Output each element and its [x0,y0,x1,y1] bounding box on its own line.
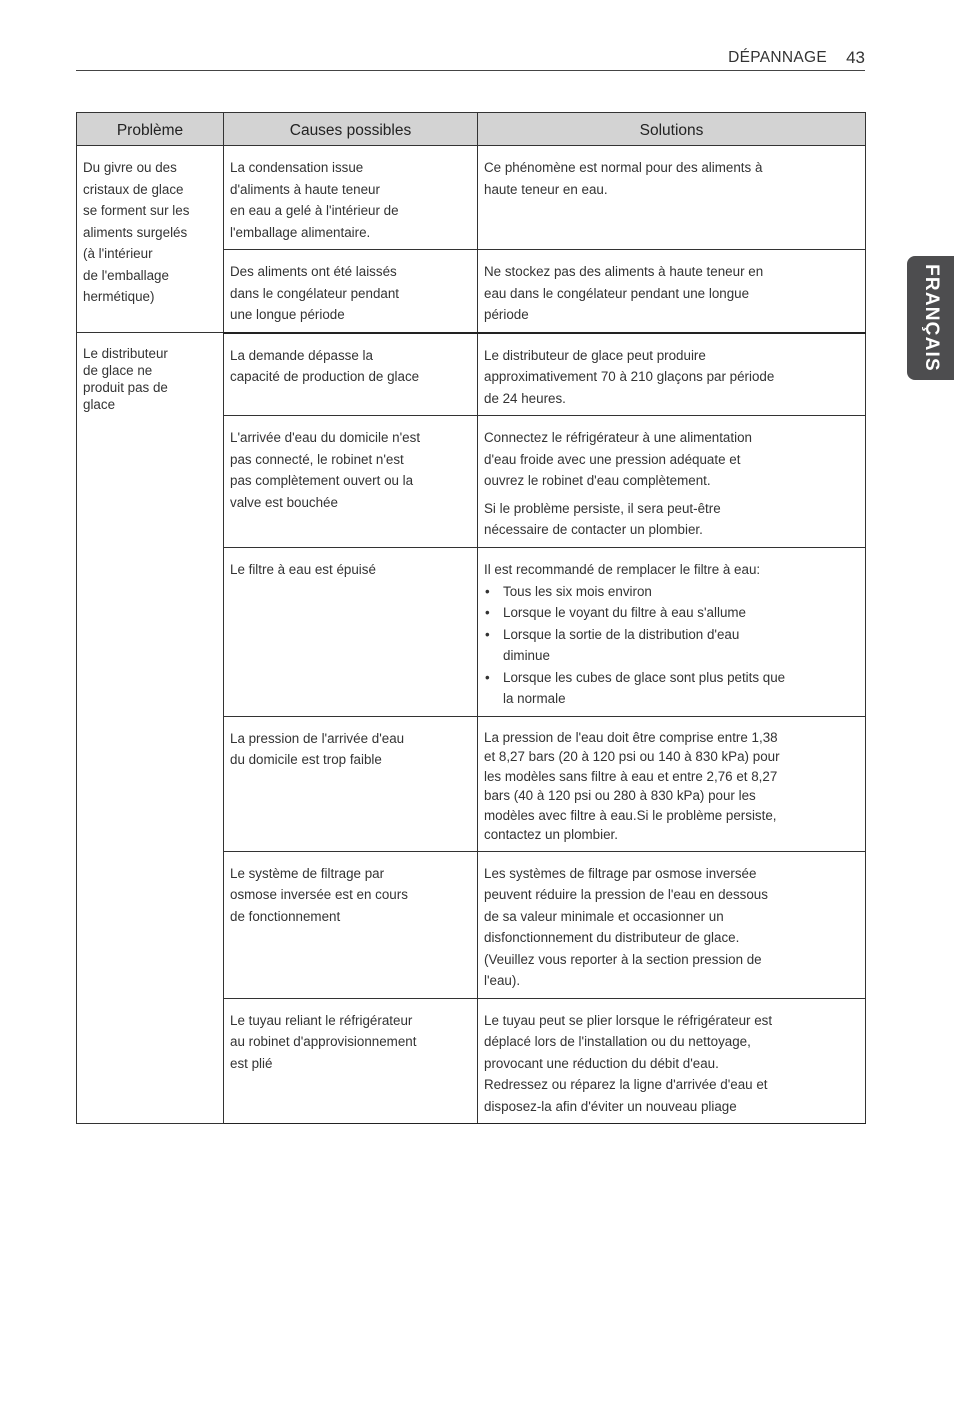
solution-cell [478,716,866,851]
problem-line: cristaux de glace [83,181,184,197]
page-number: 43 [846,48,865,67]
solution-line: les modèles sans filtre à eau et entre 2,76 et 8,27 [484,768,778,784]
cause-line: La pression de l'arrivée d'eau [230,730,405,746]
solution-line: de 24 heures. [484,390,566,406]
cause-line: est plié [230,1055,273,1071]
column-header-problem: Problème [77,113,224,146]
solution-line: Si le problème persiste, il sera peut-être [484,500,721,516]
table-header-row [77,113,866,146]
cause-cell [224,250,478,333]
problem-line: de glace ne [83,363,153,378]
cause-line: en eau a gelé à l'intérieur de [230,203,399,218]
bullet-item [484,624,859,667]
problem-line: de l'emballage [83,267,169,283]
cause-line: La demande dépasse la [230,347,373,363]
solution-line: l'eau). [484,973,521,988]
solution-bullet-list [484,581,859,710]
solution-cell [478,998,866,1124]
cause-line: d'aliments à haute teneur [230,181,380,197]
cause-line: valve est bouchée [230,494,338,510]
cause-line: Le filtre à eau est épuisé [230,562,376,577]
language-tab [907,256,954,380]
solution-extra-paragraph [484,498,859,541]
table-row [77,146,866,250]
solution-cell [478,250,866,333]
solution-line: Le tuyau peut se plier lorsque le réfrigérateur est [484,1012,773,1028]
solution-line: ouvrez le robinet d'eau complètement. [484,473,711,488]
solution-line: approximativement 70 à 210 glaçons par période [484,369,775,384]
solution-line: eau dans le congélateur pendant une longue [484,285,750,301]
cause-line: La condensation issue [230,160,364,175]
cause-line: pas connecté, le robinet n'est [230,451,404,467]
bullet-item [484,667,859,710]
cause-line: dans le congélateur pendant [230,285,400,301]
problem-cell [77,333,224,1124]
problem-line: Le distributeur [83,346,168,361]
table-row [77,333,866,416]
solution-line: nécessaire de contacter un plombier. [484,522,703,537]
cause-line: L'arrivée d'eau du domicile n'est [230,430,421,445]
cause-cell [224,716,478,851]
solution-line: disfonctionnement du distributeur de glace. [484,930,740,945]
problem-line: Du givre ou des [83,160,177,175]
problem-line: glace [83,397,116,412]
bullet-line: diminue [503,648,550,663]
solution-line: bars (40 à 120 psi ou 280 à 830 kPa) pour les [484,788,756,803]
solution-line: Le distributeur de glace peut produire [484,347,706,363]
solution-line: de sa valeur minimale et occasionner un [484,908,724,924]
cause-cell [224,416,478,548]
solution-line: disposez-la afin d'éviter un nouveau pliage [484,1098,737,1114]
solution-line: modèles avec filtre à eau.Si le problème persiste, [484,807,777,823]
column-header-causes: Causes possibles [224,113,478,146]
solution-intro: Il est recommandé de remplacer le filtre à eau: [484,562,761,577]
solution-line: Connectez le réfrigérateur à une alimentation [484,430,752,445]
problem-line: se forment sur les [83,203,190,218]
bullet-line: • Lorsque le voyant du filtre à eau s'allume [503,605,746,620]
solution-cell [478,146,866,250]
solution-line: contactez un plombier. [484,827,618,842]
solution-line: (Veuillez vous reporter à la section pression de [484,951,762,967]
solution-line: Ne stockez pas des aliments à haute teneur en [484,264,764,279]
problem-cell [77,146,224,333]
bullet-item [484,602,859,624]
solution-line: déplacé lors de l'installation ou du nettoyage, [484,1034,751,1049]
solution-line: et 8,27 bars (20 à 120 psi ou 140 à 830 kPa) pour [484,749,780,764]
solution-cell [478,333,866,416]
bullet-line: • Tous les six mois environ [503,583,652,599]
cause-line: Des aliments ont été laissés [230,264,397,279]
cause-line: une longue période [230,307,345,322]
cause-line: l'emballage alimentaire. [230,224,371,240]
cause-cell [224,146,478,250]
cause-line: Le système de filtrage par [230,865,385,881]
page-header [76,48,865,71]
problem-line: (à l'intérieur [83,246,153,261]
bullet-line: • Lorsque la sortie de la distribution d'eau [503,626,740,642]
solution-line: Redressez ou réparez la ligne d'arrivée d'eau et [484,1077,768,1092]
solution-line: période [484,307,529,322]
bullet-line: • Lorsque les cubes de glace sont plus petits que [503,669,786,685]
problem-line: hermétique) [83,289,155,304]
cause-cell [224,851,478,998]
troubleshooting-table [76,112,866,1124]
cause-line: osmose inversée est en cours [230,887,408,902]
solution-line: d'eau froide avec une pression adéquate et [484,451,741,467]
cause-line: au robinet d'approvisionnement [230,1034,417,1049]
solution-line: peuvent réduire la pression de l'eau en dessous [484,887,768,902]
solution-cell [478,851,866,998]
solution-cell [478,416,866,548]
solution-cell [478,548,866,717]
language-tab-label: FRANÇAIS [920,264,942,372]
cause-line: Le tuyau reliant le réfrigérateur [230,1012,413,1028]
bullet-line: la normale [503,691,566,706]
cause-line: pas complètement ouvert ou la [230,473,414,488]
cause-line: du domicile est trop faible [230,752,382,767]
solution-line: provocant une réduction du débit d'eau. [484,1055,719,1071]
section-title: DÉPANNAGE [728,49,827,66]
column-header-solutions: Solutions [478,113,866,146]
problem-line: produit pas de [83,380,168,395]
problem-line: aliments surgelés [83,224,188,240]
cause-line: capacité de production de glace [230,369,420,384]
solution-line: Ce phénomène est normal pour des aliments à [484,160,763,175]
bullet-item [484,581,859,603]
solution-line: haute teneur en eau. [484,181,608,197]
cause-cell [224,998,478,1124]
cause-cell [224,548,478,717]
cause-cell [224,333,478,416]
solution-line: La pression de l'eau doit être comprise entre 1,38 [484,729,778,745]
cause-line: de fonctionnement [230,908,341,924]
solution-line: Les systèmes de filtrage par osmose inversée [484,865,757,881]
